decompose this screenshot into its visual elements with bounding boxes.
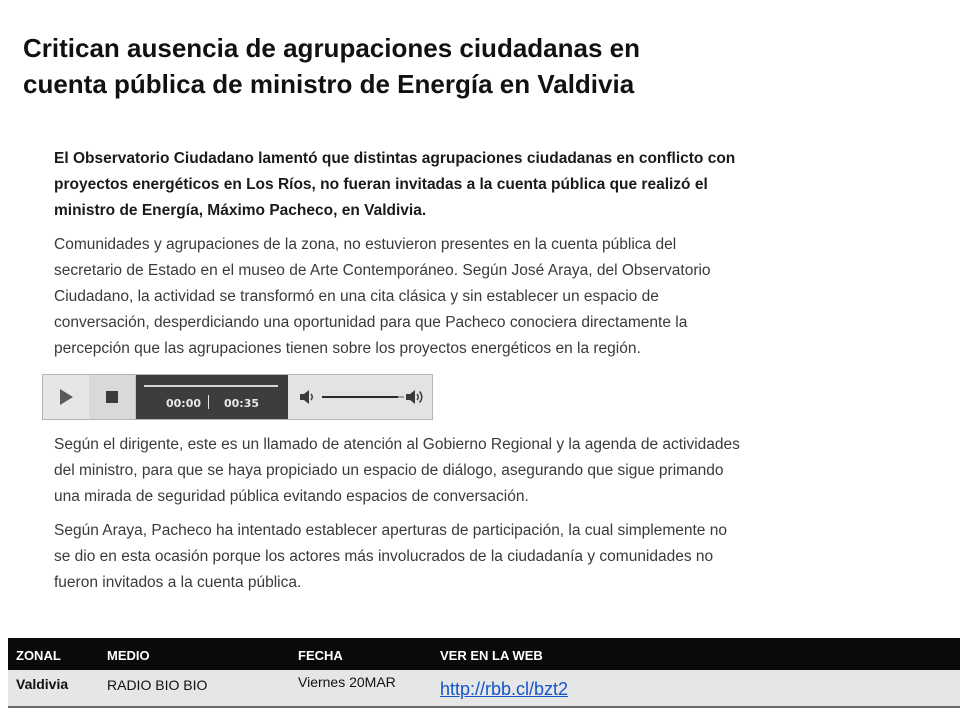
progress-track[interactable] bbox=[136, 375, 288, 419]
table-row bbox=[8, 670, 960, 708]
volume-low-icon[interactable] bbox=[298, 388, 316, 406]
paragraph-line: Según el dirigente, este es un llamado de atención al Gobierno Regional y la agenda de actividades bbox=[54, 436, 740, 453]
source-table-header bbox=[8, 638, 960, 670]
play-button[interactable] bbox=[43, 375, 90, 419]
paragraph-line: Comunidades y agrupaciones de la zona, no estuvieron presentes en la cuenta pública del bbox=[54, 236, 677, 253]
lead-paragraph bbox=[54, 146, 854, 224]
duration: 00:35 bbox=[224, 397, 260, 410]
paragraph-line: se dio en esta ocasión porque los actores más involucrados de la ciudadanía y comunidades no bbox=[54, 548, 714, 565]
page-title bbox=[23, 30, 923, 102]
lead-line: ministro de Energía, Máximo Pacheco, en Valdivia. bbox=[54, 202, 427, 219]
lead-line: proyectos energéticos en Los Ríos, no fueran invitadas a la cuenta pública que realizó el bbox=[54, 176, 708, 193]
time-separator bbox=[208, 395, 209, 409]
paragraph-line: conversación, desperdiciando una oportunidad para que Pacheco conociera directamente la bbox=[54, 314, 688, 331]
page-title-line-2: cuenta pública de ministro de Energía en Valdivia bbox=[23, 69, 635, 99]
volume-slider-fill[interactable] bbox=[322, 396, 398, 398]
zonal-value: Valdivia bbox=[16, 676, 69, 692]
header-fecha: FECHA bbox=[298, 648, 343, 663]
paragraph-line: secretario de Estado en el museo de Arte Contemporáneo. Según José Araya, del Observatorio bbox=[54, 262, 711, 279]
current-time: 00:00 bbox=[166, 397, 202, 410]
paragraph-line: del ministro, para que se haya propiciado un espacio de diálogo, asegurando que sigue primando bbox=[54, 462, 724, 479]
header-web: VER EN LA WEB bbox=[440, 648, 543, 663]
header-zonal: ZONAL bbox=[16, 648, 61, 663]
lead-line: El Observatorio Ciudadano lamentó que distintas agrupaciones ciudadanas en conflicto con bbox=[54, 150, 736, 167]
volume-high-icon[interactable] bbox=[404, 387, 426, 407]
volume-controls bbox=[288, 375, 432, 419]
progress-bar[interactable] bbox=[144, 385, 278, 387]
article-screenshot bbox=[42, 138, 862, 610]
paragraph-line: una mirada de seguridad pública evitando espacios de conversación. bbox=[54, 488, 529, 505]
source-table bbox=[8, 638, 960, 710]
play-icon bbox=[58, 388, 74, 406]
stop-button[interactable] bbox=[89, 375, 136, 419]
web-link[interactable]: http://rbb.cl/bzt2 bbox=[440, 679, 569, 699]
medio-value: RADIO BIO BIO bbox=[107, 677, 208, 693]
paragraph-line: percepción que las agrupaciones tienen sobre los proyectos energéticos en la región. bbox=[54, 340, 641, 357]
header-medio: MEDIO bbox=[107, 648, 150, 663]
paragraph-line: fueron invitados a la cuenta pública. bbox=[54, 574, 302, 591]
paragraph-1 bbox=[54, 232, 854, 362]
audio-player bbox=[42, 374, 433, 420]
paragraph-line: Ciudadano, la actividad se transformó en una cita clásica y sin establecer un espacio de bbox=[54, 288, 659, 305]
page-title-line-1: Critican ausencia de agrupaciones ciudadanas en bbox=[23, 33, 640, 63]
paragraph-line: Según Araya, Pacheco ha intentado establecer aperturas de participación, la cual simplemente no bbox=[54, 522, 727, 539]
stop-icon bbox=[105, 390, 119, 404]
paragraph-2 bbox=[54, 432, 854, 510]
fecha-value: Viernes 20MAR bbox=[298, 674, 396, 690]
paragraph-3 bbox=[54, 518, 854, 596]
